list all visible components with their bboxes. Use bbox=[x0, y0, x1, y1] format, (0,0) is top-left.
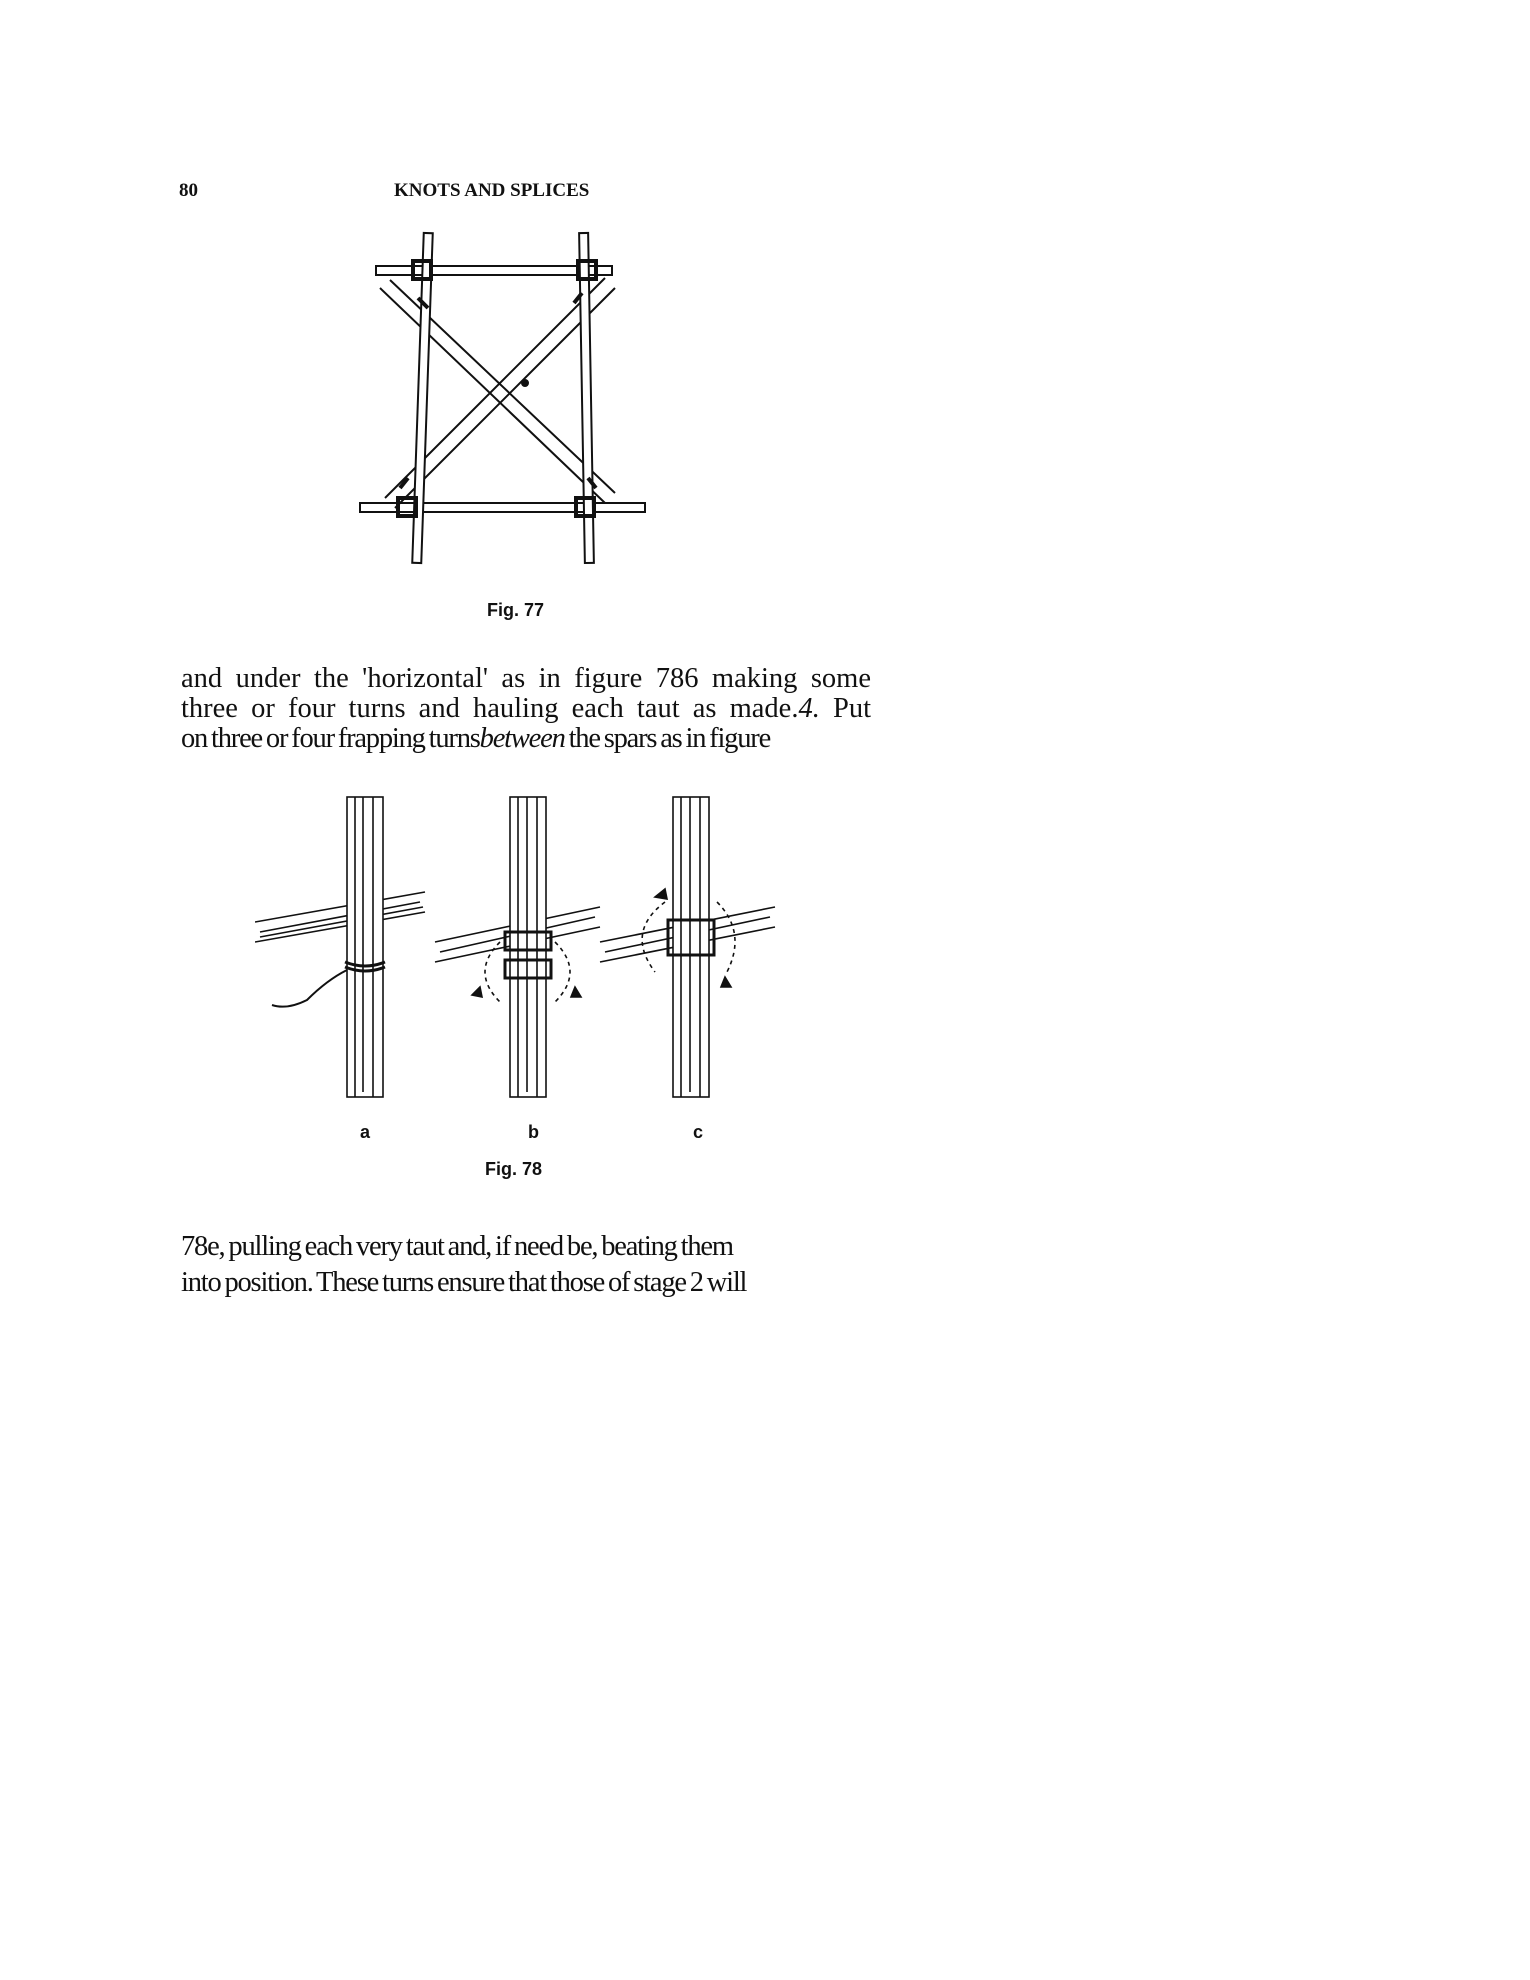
figure-78-label-c: c bbox=[693, 1122, 704, 1142]
figure-78-label-a: a bbox=[360, 1122, 371, 1142]
figure-77-square-lashing-frame bbox=[350, 228, 700, 568]
paragraph-2 bbox=[181, 1232, 881, 1298]
running-title: KNOTS AND SPLICES bbox=[394, 180, 590, 201]
figure-78-label-b: b bbox=[528, 1122, 539, 1142]
paragraph-1 bbox=[181, 664, 871, 754]
figure-78-lashing-steps bbox=[255, 792, 785, 1104]
figure-78-caption: Fig. 78 bbox=[485, 1159, 543, 1179]
text: on three or four frapping turns bbox=[181, 723, 480, 754]
figure-78a bbox=[255, 797, 425, 1097]
figure-78c bbox=[600, 797, 775, 1097]
paragraph-1-line-1: and under the 'horizontal' as in figure 786 making some bbox=[181, 663, 871, 694]
italic-emphasis: between bbox=[479, 723, 565, 754]
text: the spars as in figure bbox=[564, 723, 771, 754]
page-number: 80 bbox=[179, 180, 198, 201]
paragraph-2-line-2: into position. These turns ensure that those of stage 2 will bbox=[181, 1267, 747, 1298]
text: three or four turns and hauling each taut as made. bbox=[181, 693, 799, 724]
paragraph-1-line-3 bbox=[181, 724, 871, 754]
figure-77-caption: Fig. 77 bbox=[487, 600, 545, 620]
figure-78b bbox=[435, 797, 600, 1097]
paragraph-1-line-2 bbox=[181, 694, 871, 724]
paragraph-2-line-1: 78e, pulling each very taut and, if need be, beating them bbox=[181, 1231, 733, 1262]
text: Put bbox=[819, 693, 871, 724]
italic-step-number: 4. bbox=[798, 693, 820, 724]
